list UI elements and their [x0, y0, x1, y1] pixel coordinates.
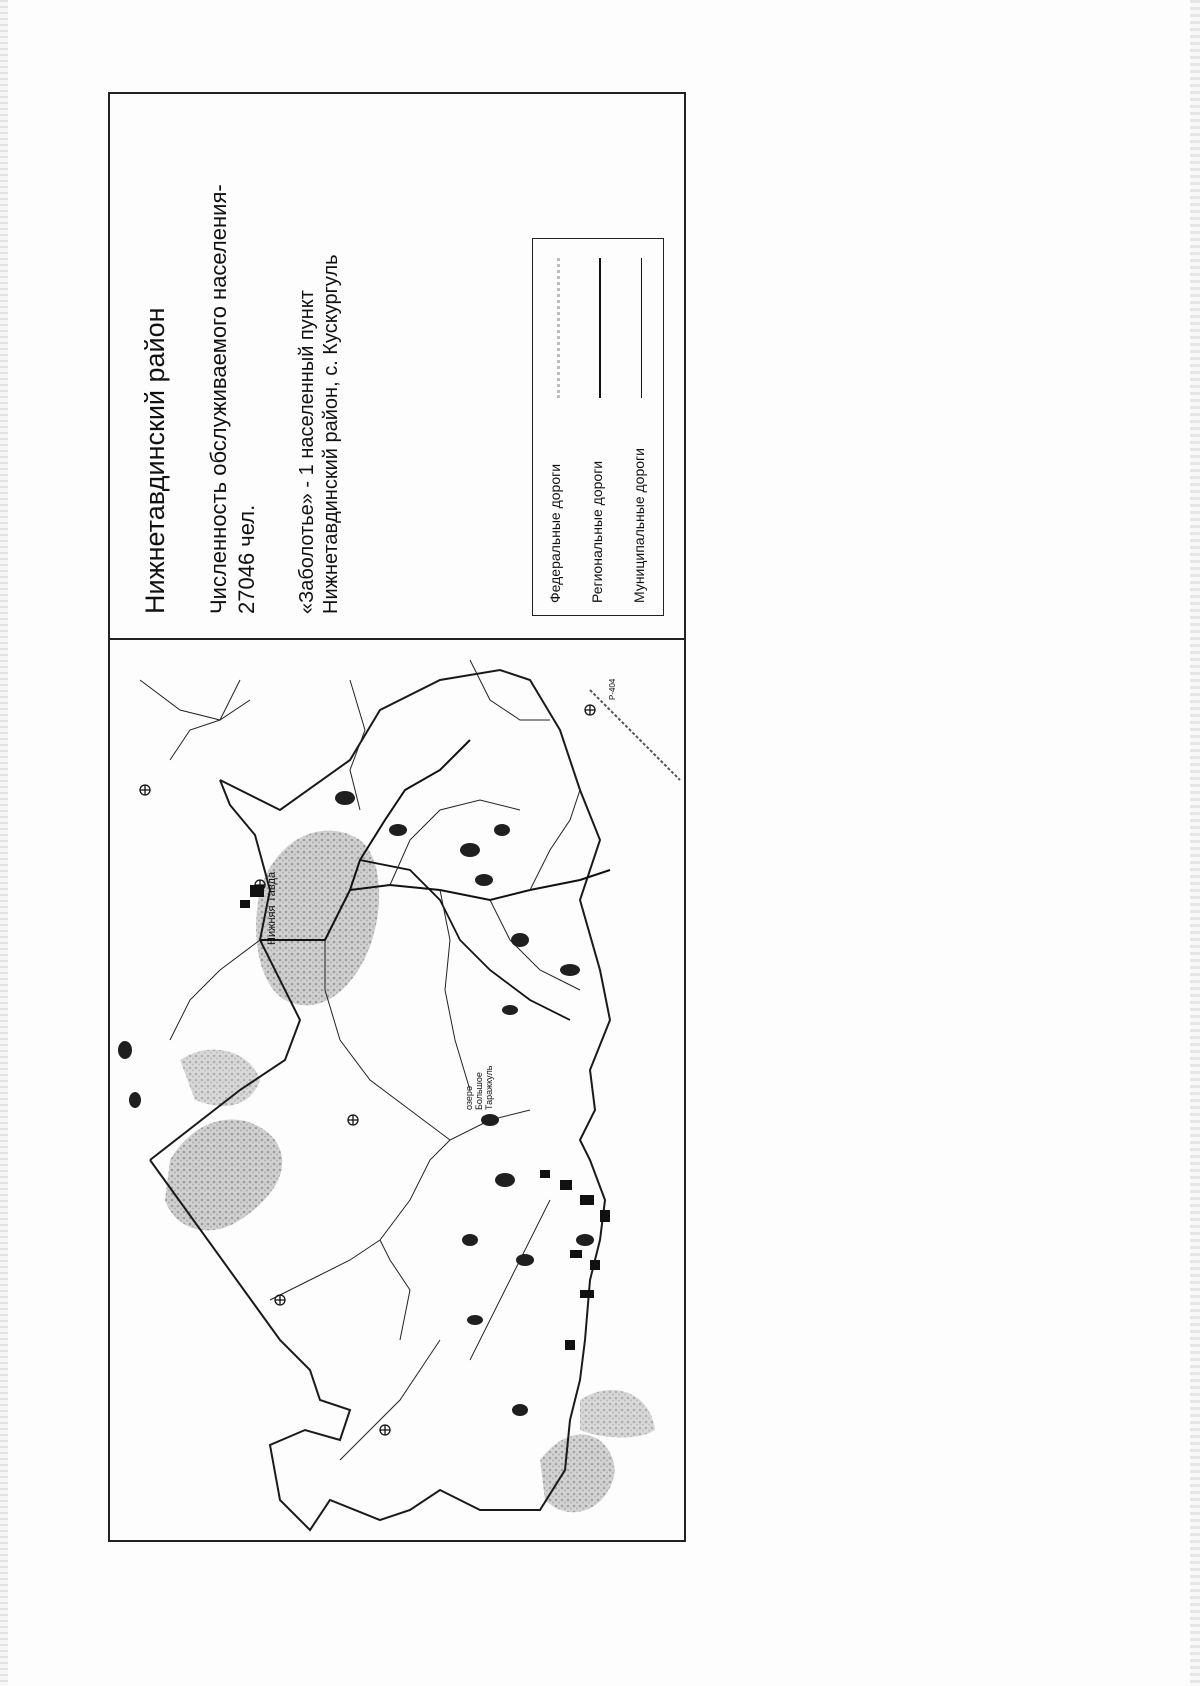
legend-row-regional: [589, 243, 611, 603]
legend-line-municipal: [641, 258, 642, 398]
settlement-block-9: [250, 885, 264, 897]
municipal-road-9: [470, 1200, 550, 1360]
hospital-cross-icon: [380, 1425, 390, 1435]
lake-12: [516, 1254, 534, 1266]
info-panel-rotated: [110, 94, 684, 638]
legend-line-regional: [599, 258, 601, 398]
lake-6: [511, 933, 529, 947]
hospital-cross-icon: [275, 1295, 285, 1305]
municipal-road-5: [490, 900, 580, 990]
municipal-road-10: [340, 1340, 440, 1460]
district-title: Нижнетавдинский район: [140, 307, 170, 614]
municipal-road-3: [390, 800, 520, 885]
municipal-road-11: [270, 1240, 380, 1300]
legend-label-federal: Федеральные дороги: [547, 463, 563, 603]
settlement-block-2: [560, 1180, 572, 1190]
legend-line-federal: [557, 258, 560, 398]
legend-row-federal: [547, 243, 569, 603]
info-panel: [110, 94, 684, 638]
lake-9: [481, 1114, 499, 1126]
forest-area-south: [540, 1435, 615, 1513]
municipal-road-6: [530, 790, 580, 890]
regional-road-3: [360, 860, 570, 1020]
settlement-block-8: [565, 1340, 575, 1350]
map-legend: [532, 238, 664, 616]
hospital-cross-icon: [140, 785, 150, 795]
municipal-road-4: [440, 890, 470, 1090]
municipal-road-15: [470, 660, 550, 720]
lake-8: [502, 1005, 518, 1015]
municipal-road-14: [350, 680, 365, 810]
lake-2: [389, 824, 407, 836]
lake-3: [460, 843, 480, 857]
settlement-block-3: [580, 1195, 594, 1205]
hospital-cross-icon: [585, 705, 595, 715]
forest-area-southwest: [180, 1050, 260, 1106]
settlement-block-1: [540, 1170, 550, 1178]
lake-11: [462, 1234, 478, 1246]
place-label-south-1: озеро: [464, 1086, 474, 1110]
municipal-road-12: [170, 700, 250, 760]
forest-area-southeast: [580, 1390, 655, 1438]
lake-14: [118, 1041, 132, 1059]
scan-edge-left: [0, 0, 8, 1686]
legend-label-regional: Региональные дороги: [589, 460, 605, 603]
legend-row-municipal: [631, 243, 653, 603]
district-map: [110, 640, 684, 1540]
forest-area-west: [165, 1120, 282, 1231]
place-label-south-3: Таражкуль: [484, 1065, 494, 1110]
lake-1: [335, 791, 355, 805]
lake-7: [560, 964, 580, 976]
place-label-south-2: Большое: [474, 1072, 484, 1110]
lake-16: [512, 1404, 528, 1416]
lake-15: [129, 1092, 141, 1108]
lake-10: [495, 1173, 515, 1187]
hospital-cross-icon: [255, 880, 265, 890]
lake-13: [467, 1315, 483, 1325]
lake-5: [475, 874, 493, 886]
legend-label-municipal: Муниципальные дороги: [631, 448, 647, 603]
settlement-block-7: [580, 1290, 594, 1298]
road-label-r404: Р-404: [608, 678, 617, 700]
settlement-block-6: [590, 1260, 600, 1270]
lake-17: [576, 1234, 594, 1246]
municipal-road-1: [170, 940, 260, 1040]
federal-road-r404: [590, 690, 680, 780]
scan-edge-right: [1190, 0, 1200, 1686]
municipal-road-8: [380, 1240, 410, 1340]
settlement-block-4: [600, 1210, 610, 1222]
map-svg: [110, 640, 684, 1540]
population-value: 27046 чел.: [234, 504, 259, 614]
population-label: Численность обслуживаемого населения-: [206, 184, 231, 614]
municipal-road-13: [140, 680, 240, 720]
organization-name: «Заболотье» - 1 населенный пункт: [296, 290, 318, 614]
place-label-center: Нижняя Тавда: [266, 871, 278, 945]
settlement-block-5: [570, 1250, 582, 1258]
organization-address: Нижнетавдинский район, с. Кускургуль: [320, 254, 342, 614]
hospital-cross-icon: [348, 1115, 358, 1125]
settlement-block-10: [240, 900, 250, 908]
lake-4: [494, 824, 510, 836]
